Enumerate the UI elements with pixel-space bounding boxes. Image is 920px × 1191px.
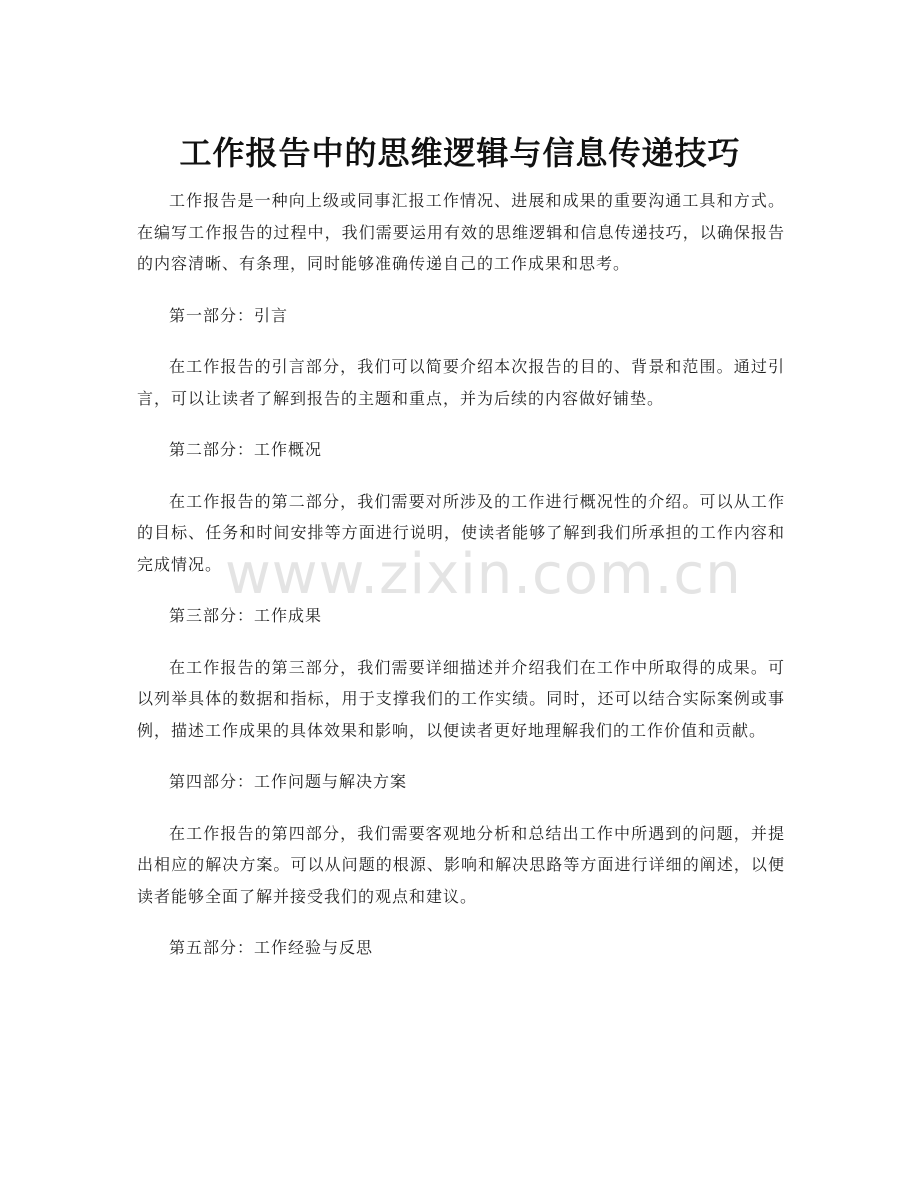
- intro-paragraph: 工作报告是一种向上级或同事汇报工作情况、进展和成果的重要沟通工具和方式。在编写工作报告的过程中，我们需要运用有效的思维逻辑和信息传递技巧，以确保报告的内容清晰、有条理，同时能够准确传递自己的工作成果和思考。: [137, 191, 785, 273]
- document-body: [137, 185, 785, 984]
- section-paragraph-3: 在工作报告的第三部分，我们需要详细描述并介绍我们在工作中所取得的成果。可以列举具体的数据和指标，用于支撑我们的工作实绩。同时，还可以结合实际案例或事例，描述工作成果的具体效果和影响，以便读者更好地理解我们的工作价值和贡献。: [137, 657, 785, 740]
- section-paragraph-1: 在工作报告的引言部分，我们可以简要介绍本次报告的目的、背景和范围。通过引言，可以让读者了解到报告的主题和重点，并为后续的内容做好铺垫。: [137, 357, 785, 408]
- document-title: 工作报告中的思维逻辑与信息传递技巧: [179, 134, 741, 173]
- section-paragraph-4: 在工作报告的第四部分，我们需要客观地分析和总结出工作中所遇到的问题，并提出相应的解决方案。可以从问题的根源、影响和解决思路等方面进行详细的阐述，以便读者能够全面了解并接受我们的观点和建议。: [137, 823, 785, 906]
- section-paragraph-2: 在工作报告的第二部分，我们需要对所涉及的工作进行概况性的介绍。可以从工作的目标、任务和时间安排等方面进行说明，使读者能够了解到我们所承担的工作内容和完成情况。: [137, 491, 785, 574]
- section-heading-1: 第一部分：引言: [169, 305, 289, 325]
- section-heading-5: 第五部分：工作经验与反思: [169, 938, 374, 957]
- section-heading-2: 第二部分：工作概况: [169, 440, 323, 459]
- watermark: www.zixin.com.cn: [225, 542, 742, 607]
- section-heading-3: 第三部分：工作成果: [169, 606, 323, 625]
- section-heading-4: 第四部分：工作问题与解决方案: [169, 772, 408, 791]
